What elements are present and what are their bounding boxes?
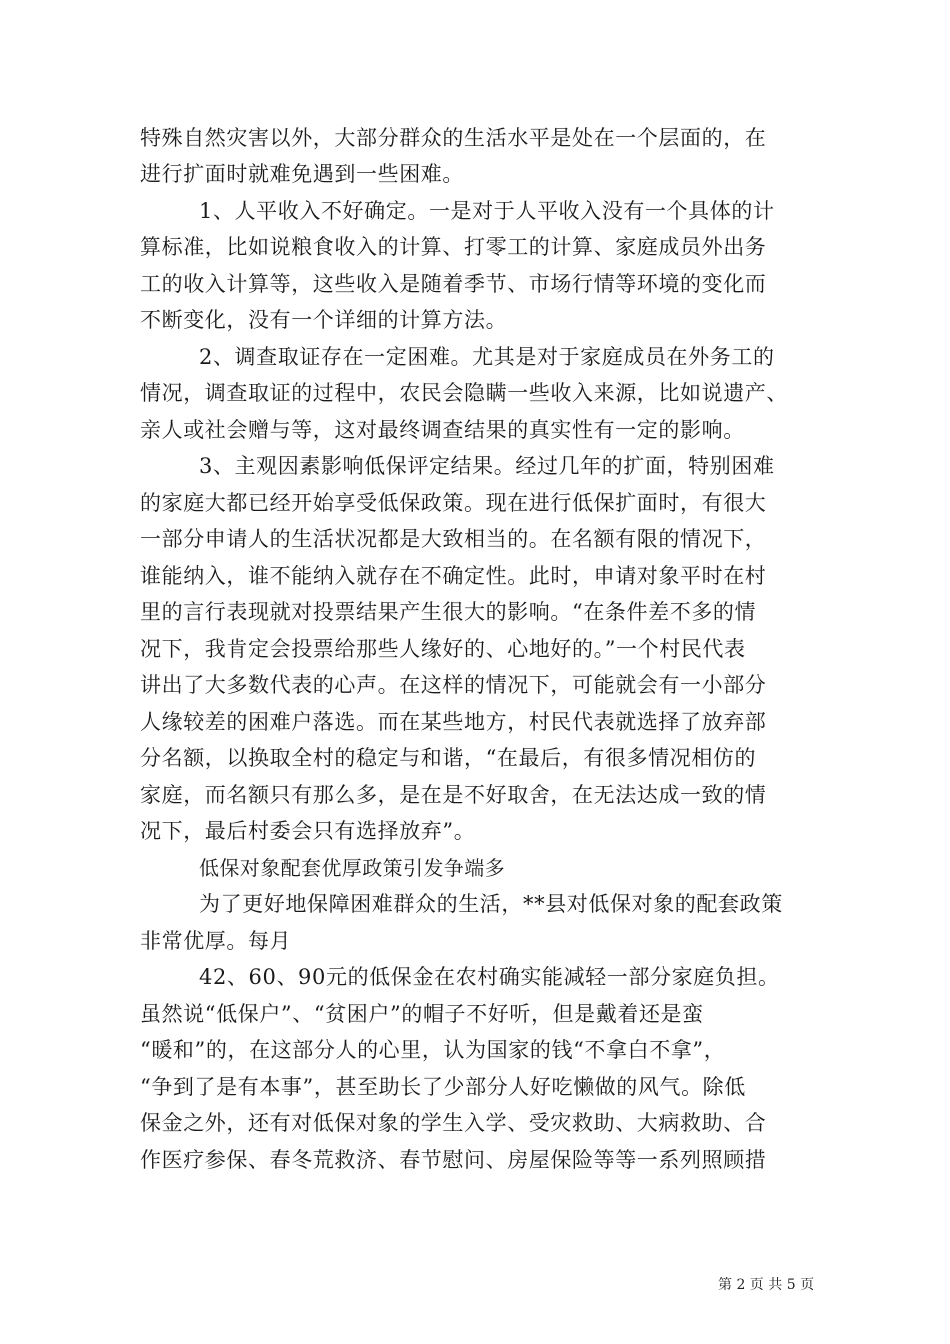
paragraph-line: 谁能纳入，谁不能纳入就存在不确定性。此时，申请对象平时在村 bbox=[140, 564, 767, 588]
paragraph-line: “争到了是有本事”，甚至助长了少部分人好吃懒做的风气。除低 bbox=[140, 1075, 746, 1099]
paragraph-line: 算标准，比如说粮食收入的计算、打零工的计算、家庭成员外出务 bbox=[140, 235, 767, 259]
paragraph-line: 1、人平收入不好确定。一是对于人平收入没有一个具体的计 bbox=[199, 199, 775, 223]
paragraph-line: 况下，我肯定会投票给那些人缘好的、心地好的。”一个村民代表 bbox=[140, 637, 746, 661]
paragraph-line: 况下，最后村委会只有选择放弃”。 bbox=[140, 819, 476, 843]
paragraph-line: 保金之外，还有对低保对象的学生入学、受灾救助、大病救助、合 bbox=[140, 1111, 767, 1135]
paragraph-line: 家庭，而名额只有那么多，是在是不好取舍，在无法达成一致的情 bbox=[140, 783, 767, 807]
paragraph-line: 虽然说“低保户”、“贫困户”的帽子不好听，但是戴着还是蛮 bbox=[140, 1002, 704, 1026]
paragraph-line: 亲人或社会赠与等，这对最终调查结果的真实性有一定的影响。 bbox=[140, 418, 745, 442]
paragraph-line: 的家庭大都已经开始享受低保政策。现在进行低保扩面时，有很大 bbox=[140, 491, 767, 515]
paragraph-line: 为了更好地保障困难群众的生活，**县对低保对象的配套政策 bbox=[199, 892, 783, 916]
paragraph-line: 人缘较差的困难户落选。而在某些地方，村民代表就选择了放弃部 bbox=[140, 710, 767, 734]
page-number: 第 2 页 共 5 页 bbox=[718, 1277, 815, 1293]
paragraph-line: 2、调查取证存在一定困难。尤其是对于家庭成员在外务工的 bbox=[199, 345, 775, 369]
paragraph-line: 情况，调查取证的过程中，农民会隐瞒一些收入来源，比如说遗产、 bbox=[140, 381, 788, 405]
paragraph-line: “暖和”的，在这部分人的心里，认为国家的钱“不拿白不拿”， bbox=[140, 1038, 726, 1062]
paragraph-line: 非常优厚。每月 bbox=[140, 929, 292, 953]
paragraph-line: 3、主观因素影响低保评定结果。经过几年的扩面，特别困难 bbox=[199, 454, 775, 478]
paragraph-line: 一部分申请人的生活状况都是大致相当的。在名额有限的情况下， bbox=[140, 527, 767, 551]
paragraph-line: 进行扩面时就难免遇到一些困难。 bbox=[140, 162, 464, 186]
paragraph-line: 分名额，以换取全村的稳定与和谐，“在最后，有很多情况相仿的 bbox=[140, 746, 757, 770]
section-heading: 低保对象配套优厚政策引发争端多 bbox=[199, 856, 505, 880]
paragraph-line: 特殊自然灾害以外，大部分群众的生活水平是处在一个层面的，在 bbox=[140, 126, 767, 150]
paragraph-line: 42、60、90元的低保金在农村确实能减轻一部分家庭负担。 bbox=[199, 965, 780, 989]
paragraph-line: 不断变化，没有一个详细的计算方法。 bbox=[140, 308, 508, 332]
paragraph-line: 讲出了大多数代表的心声。在这样的情况下，可能就会有一小部分 bbox=[140, 673, 767, 697]
paragraph-line: 作医疗参保、春冬荒救济、春节慰问、房屋保险等等一系列照顾措 bbox=[140, 1148, 767, 1172]
paragraph-line: 里的言行表现就对投票结果产生很大的影响。“在条件差不多的情 bbox=[140, 600, 757, 624]
paragraph-line: 工的收入计算等，这些收入是随着季节、市场行情等环境的变化而 bbox=[140, 272, 767, 296]
